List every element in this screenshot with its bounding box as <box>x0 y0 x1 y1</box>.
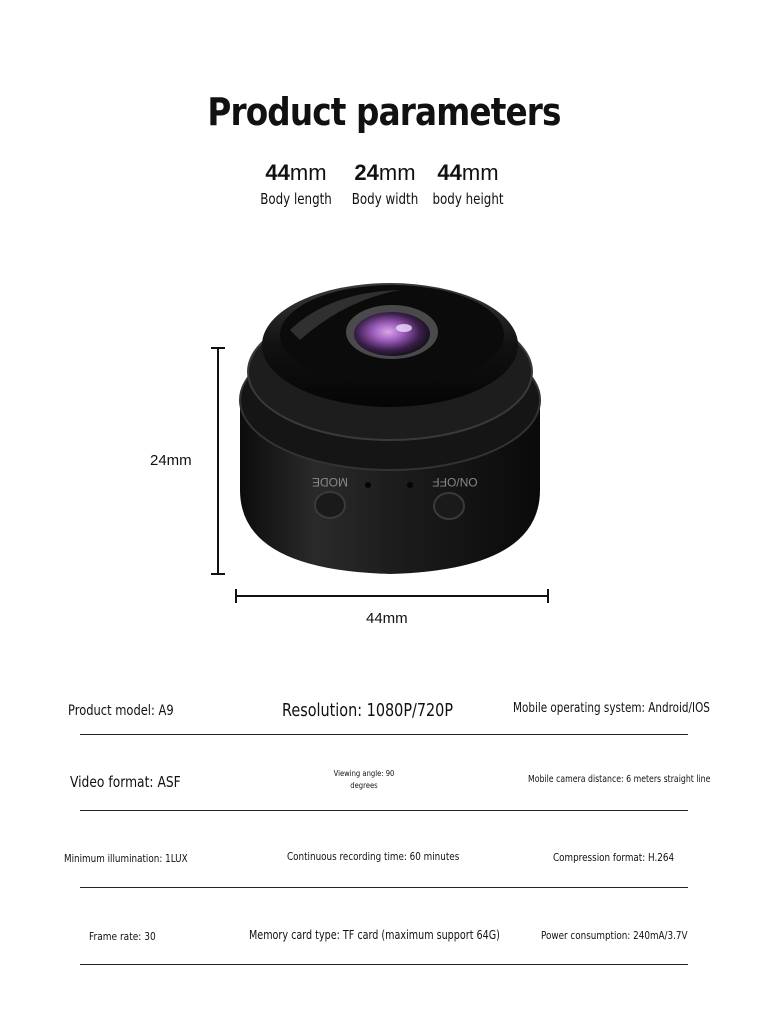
spec-viewing-angle-line2: degrees <box>350 781 378 790</box>
spec-viewing-angle <box>322 769 407 790</box>
mode-button <box>315 492 345 518</box>
lens-glint <box>396 324 412 332</box>
mode-label: MODE <box>312 475 348 489</box>
row-divider <box>80 734 688 735</box>
page-title: Product parameters <box>207 90 561 134</box>
width-dimension-label: 44mm <box>366 610 408 627</box>
dimension-height-label: body height <box>432 190 504 208</box>
dimension-length-label: Body length <box>260 190 332 208</box>
spec-camera-distance: Mobile camera distance: 6 meters straight line <box>528 774 711 785</box>
row-divider <box>80 810 688 811</box>
dimension-height-number: 44 <box>437 160 462 185</box>
onoff-label: ON/OFF <box>432 475 478 489</box>
spec-mobile-os: Mobile operating system: Android/IOS <box>513 701 710 716</box>
dimension-width-label: Body width <box>351 190 419 208</box>
spec-resolution: Resolution: 1080P/720P <box>282 700 454 721</box>
spec-memory-card: Memory card type: TF card (maximum support 64G) <box>249 928 500 942</box>
power-button <box>434 493 464 519</box>
spec-product-model: Product model: A9 <box>68 703 174 719</box>
spec-min-illumination: Minimum illumination: 1LUX <box>64 852 188 865</box>
spec-video-format: Video format: ASF <box>70 773 181 791</box>
dimension-width-number: 24 <box>354 160 379 185</box>
lens <box>354 312 430 356</box>
dimension-height-unit: mm <box>461 160 499 185</box>
indicator-hole-left <box>365 482 371 488</box>
spec-compression: Compression format: H.264 <box>553 851 675 864</box>
indicator-hole-right <box>407 482 413 488</box>
spec-viewing-angle-line1: Viewing angle: 90 <box>333 769 395 778</box>
spec-power: Power consumption: 240mA/3.7V <box>541 929 688 942</box>
row-divider <box>80 964 688 965</box>
row-divider <box>80 887 688 888</box>
dimension-width-unit: mm <box>378 160 416 185</box>
dimension-length-unit: mm <box>289 160 327 185</box>
spec-recording-time: Continuous recording time: 60 minutes <box>287 850 460 863</box>
dimension-length-number: 44 <box>265 160 290 185</box>
height-dimension-label: 24mm <box>150 452 192 469</box>
spec-frame-rate: Frame rate: 30 <box>89 930 156 943</box>
